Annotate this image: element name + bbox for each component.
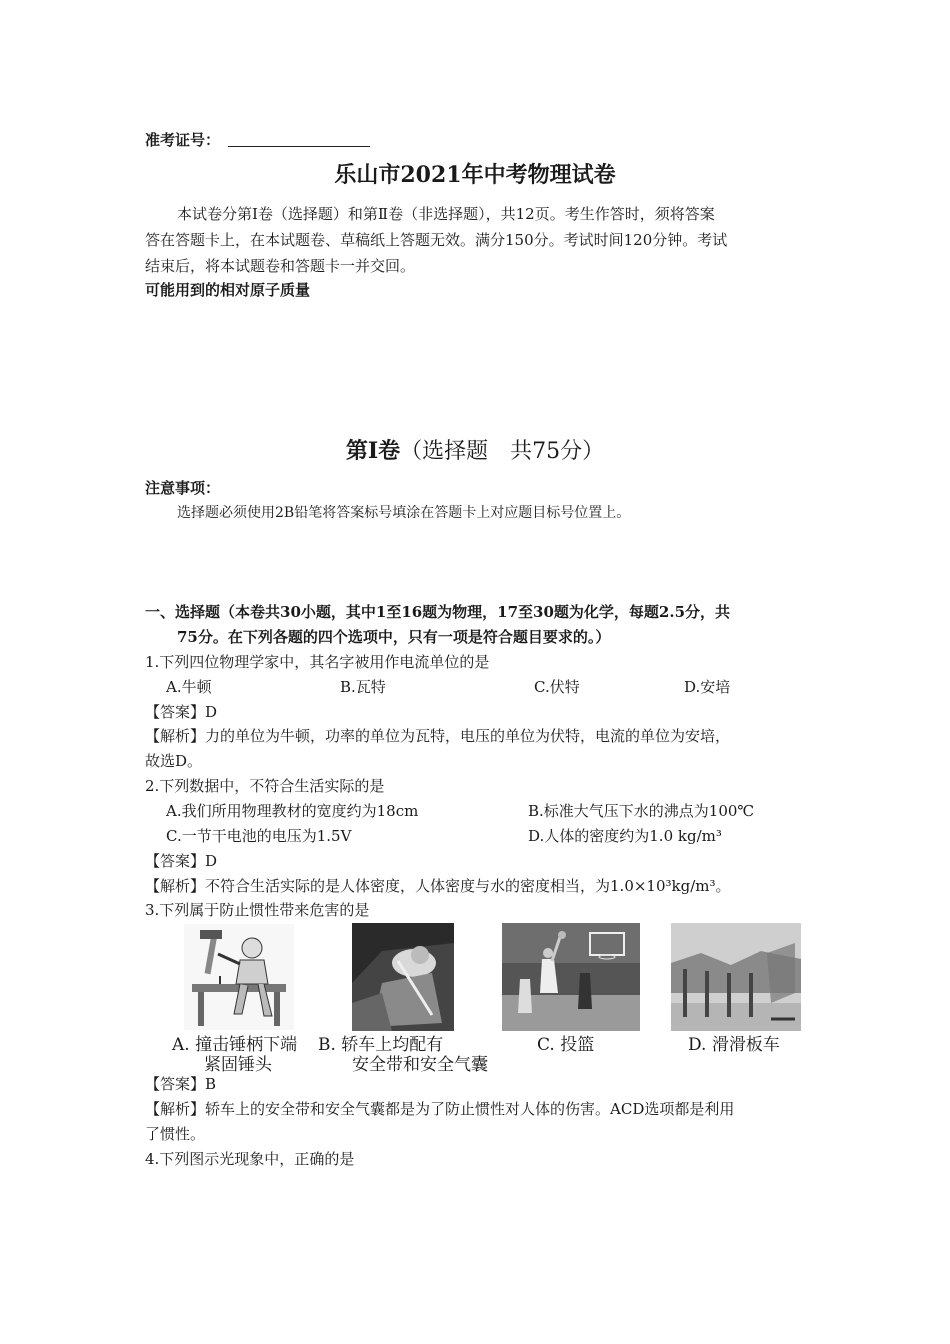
q2-option-a: A.我们所用物理教材的宽度约为18cm xyxy=(166,802,419,820)
q2-stem: 2.下列数据中，不符合生活实际的是 xyxy=(145,777,385,795)
exam-id-label: 准考证号： xyxy=(145,131,221,149)
part1-heading-line1: 一、选择题（本卷共30小题，其中1至16题为物理，17至30题为化学，每题2.5分，共 xyxy=(145,603,731,621)
part1-heading-line2: 75分。在下列各题的四个选项中，只有一项是符合题目要求的。） xyxy=(177,628,611,646)
q1-analysis-line1: 【解析】力的单位为牛顿，功率的单位为瓦特，电压的单位为伏特，电流的单位为安培， xyxy=(145,727,731,745)
q1-answer: 【答案】D xyxy=(145,703,218,721)
q1-option-c: C.伏特 xyxy=(534,678,580,696)
exam-title: 乐山市2021年中考物理试卷 xyxy=(334,162,616,188)
q3-analysis-line1: 【解析】轿车上的安全带和安全气囊都是为了防止惯性对人体的伤害。ACD选项都是利用 xyxy=(145,1100,735,1118)
basketball-shot-photo xyxy=(502,923,640,1031)
q2-option-b: B.标准大气压下水的沸点为100℃ xyxy=(528,802,755,820)
q3-caption-b-line1: B. 轿车上均配有 xyxy=(318,1035,444,1055)
intro-line-2: 答在答题卡上，在本试题卷、草稿纸上答题无效。满分150分。考试时间120分钟。考试 xyxy=(145,231,728,249)
exam-id-blank-line xyxy=(228,146,370,147)
q1-stem: 1.下列四位物理学家中，其名字被用作电流单位的是 xyxy=(145,653,490,671)
section1-title-rest: （选择题 共75分） xyxy=(400,439,605,464)
q3-stem: 3.下列属于防止惯性带来危害的是 xyxy=(145,901,370,919)
q3-analysis-line2: 了惯性。 xyxy=(145,1125,206,1143)
q3-caption-d: D. 滑滑板车 xyxy=(688,1035,780,1055)
q4-stem: 4.下列图示光现象中，正确的是 xyxy=(145,1150,355,1168)
q1-option-b: B.瓦特 xyxy=(340,678,386,696)
notice-text: 选择题必须使用2B铅笔将答案标号填涂在答题卡上对应题目标号位置上。 xyxy=(177,505,631,521)
q2-option-c: C.一节干电池的电压为1.5V xyxy=(166,827,352,845)
notice-label: 注意事项： xyxy=(145,479,221,497)
q3-caption-b-line2: 安全带和安全气囊 xyxy=(352,1055,488,1075)
section1-title-bold: 第Ⅰ卷 xyxy=(345,438,401,464)
q3-caption-b xyxy=(318,1035,488,1075)
intro-line-1: 本试卷分第Ⅰ卷（选择题）和第Ⅱ卷（非选择题），共12页。考生作答时，须将答案 xyxy=(177,205,715,223)
q3-caption-a xyxy=(172,1035,297,1075)
q3-caption-c: C. 投篮 xyxy=(537,1035,595,1055)
q3-caption-a-line1: A. 撞击锤柄下端 xyxy=(172,1035,298,1055)
intro-line-3: 结束后，将本试题卷和答题卡一并交回。 xyxy=(145,257,416,275)
q2-option-d: D.人体的密度约为1.0 kg/m³ xyxy=(528,827,722,845)
q1-option-a: A.牛顿 xyxy=(166,678,212,696)
car-seat-airbag-photo xyxy=(352,923,454,1031)
atomic-mass-label: 可能用到的相对原子质量 xyxy=(145,281,311,299)
q3-answer: 【答案】B xyxy=(145,1075,217,1093)
hammer-illustration xyxy=(184,924,294,1030)
q2-answer: 【答案】D xyxy=(145,852,218,870)
scooter-photo xyxy=(671,923,801,1031)
section1-title xyxy=(0,436,950,467)
q2-analysis: 【解析】不符合生活实际的是人体密度，人体密度与水的密度相当，为1.0×10³kg/m³。 xyxy=(145,877,731,895)
q3-caption-a-line2: 紧固锤头 xyxy=(204,1055,272,1075)
q1-option-d: D.安培 xyxy=(684,678,731,696)
q1-analysis-line2: 故选D。 xyxy=(145,752,203,770)
